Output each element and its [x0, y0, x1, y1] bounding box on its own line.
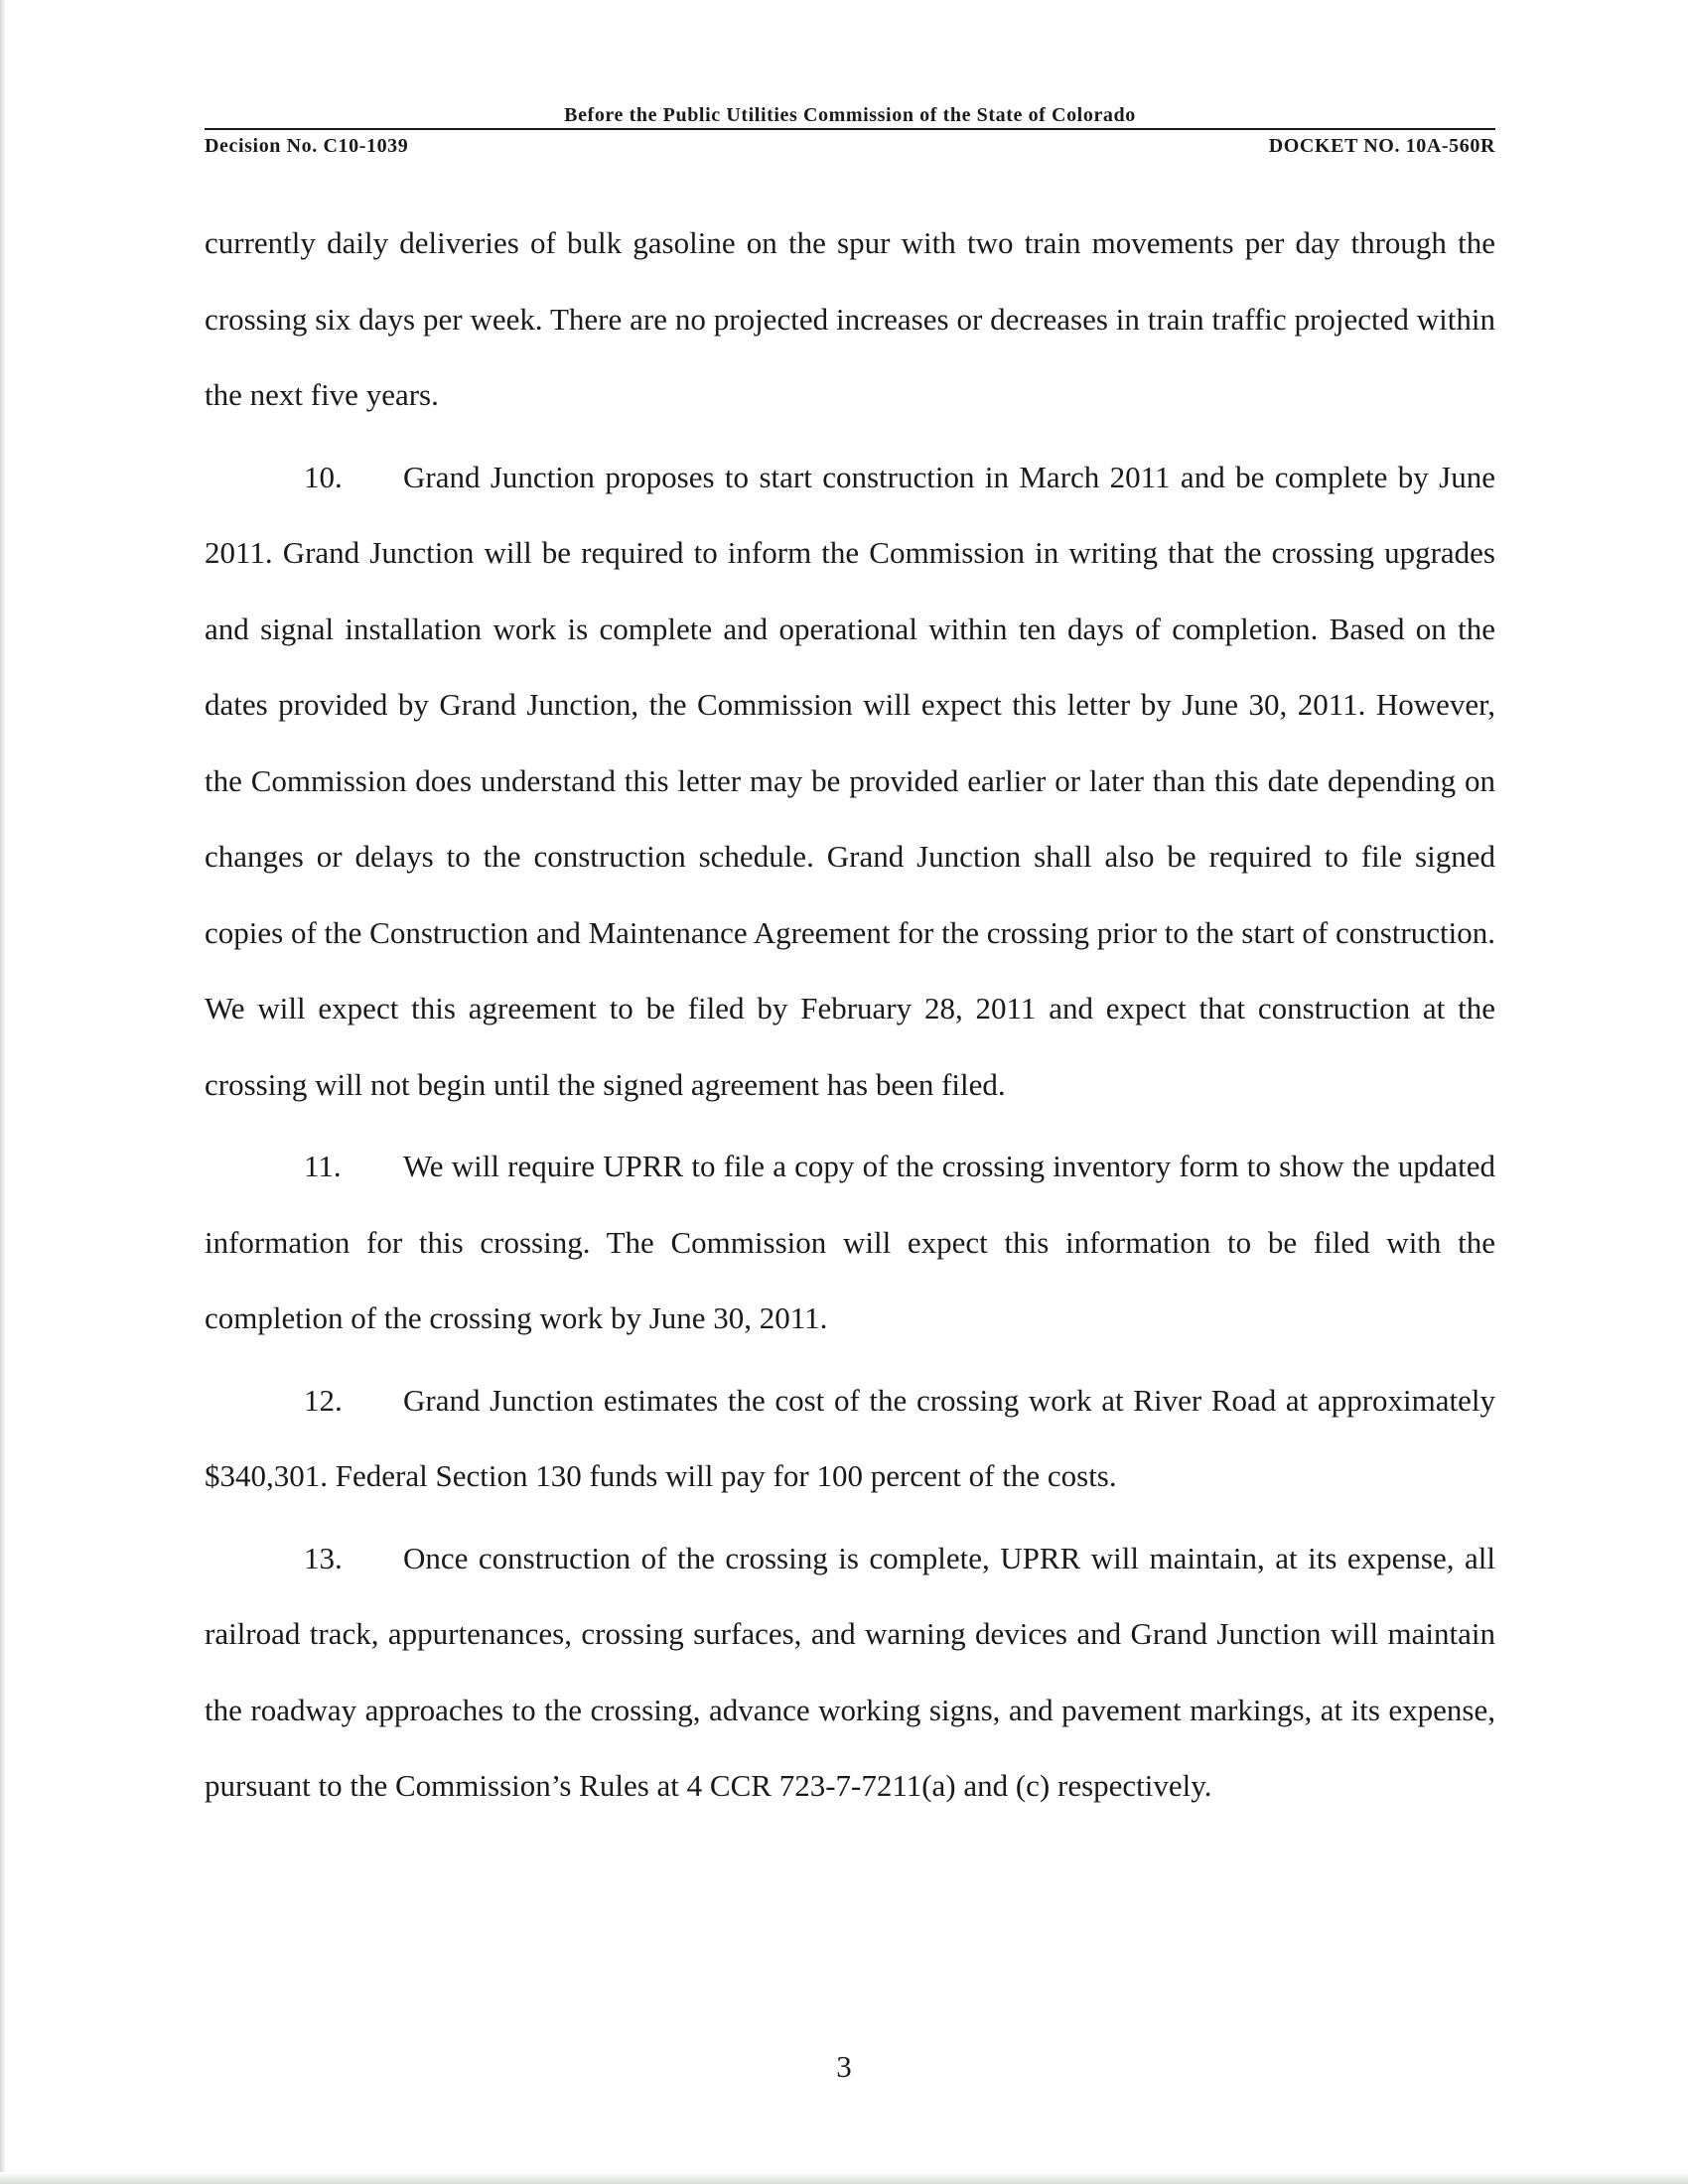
paragraph-12: [205, 1363, 1495, 1515]
page-number: 3: [836, 2049, 852, 2084]
paragraph-13: [205, 1521, 1495, 1825]
paragraph-text: We will require UPRR to file a copy of the crossing inventory form to show the updated information for this crossing. The Commission will expect this information to be filed with the completion of the crossing work by June 30, 2011.: [205, 1149, 1495, 1335]
commission-title: Before the Public Utilities Commission of the State of Colorado: [564, 104, 1136, 126]
header-rule: [205, 128, 1495, 130]
paragraph-text: Grand Junction estimates the cost of the crossing work at River Road at approximately $340,301. Federal Section 130 funds will pay for 100 percent of the costs.: [205, 1382, 1495, 1493]
paragraph-number: 13.: [304, 1540, 343, 1575]
paragraph-continuation: [205, 205, 1495, 434]
document-body: [205, 205, 1495, 1825]
decision-number: Decision No. C10-1039: [205, 135, 409, 157]
paragraph-10: [205, 440, 1495, 1124]
paragraph-text: Grand Junction proposes to start construction in March 2011 and be complete by June 2011. Grand Junction will be required to inform the Commission in writing that the crossing upgrades and signal installation work is complete and operational within ten days of completion. Based on the dates provided by Grand Junction, the Commission will expect this letter by June 30, 2011. However, the Commission does understand this letter may be provided earlier or later than this date depending on changes or delays to the construction schedule. Grand Junction shall also be required to file signed copies of the Construction and Maintenance Agreement for the crossing prior to the start of construction. We will expect this agreement to be filed by February 28, 2011 and expect that construction at the crossing will not begin until the signed agreement has been filed.: [205, 459, 1495, 1102]
paragraph-number: 10.: [304, 459, 343, 494]
paragraph-text: Once construction of the crossing is complete, UPRR will maintain, at its expense, all railroad track, appurtenances, crossing surfaces, and warning devices and Grand Junction will maintain the roadway approaches to the crossing, advance working signs, and pavement markings, at its expense, pursuant to the Commission’s Rules at 4 CCR 723-7-7211(a) and (c) respectively.: [205, 1540, 1495, 1803]
docket-number: DOCKET NO. 10A-560R: [1268, 135, 1495, 157]
paragraph-11: [205, 1129, 1495, 1357]
paragraph-number: 11.: [304, 1149, 342, 1183]
header-row: [205, 133, 1495, 159]
scan-edge-left: [0, 0, 6, 2184]
paragraph-number: 12.: [304, 1382, 343, 1418]
paragraph-text: currently daily deliveries of bulk gasoline on the spur with two train movements per day through the crossing six days per week. There are no projected increases or decreases in train traffic projected within the next five years.: [205, 225, 1495, 412]
scan-edge-bottom: [0, 2172, 1688, 2184]
page-header: [205, 103, 1495, 159]
